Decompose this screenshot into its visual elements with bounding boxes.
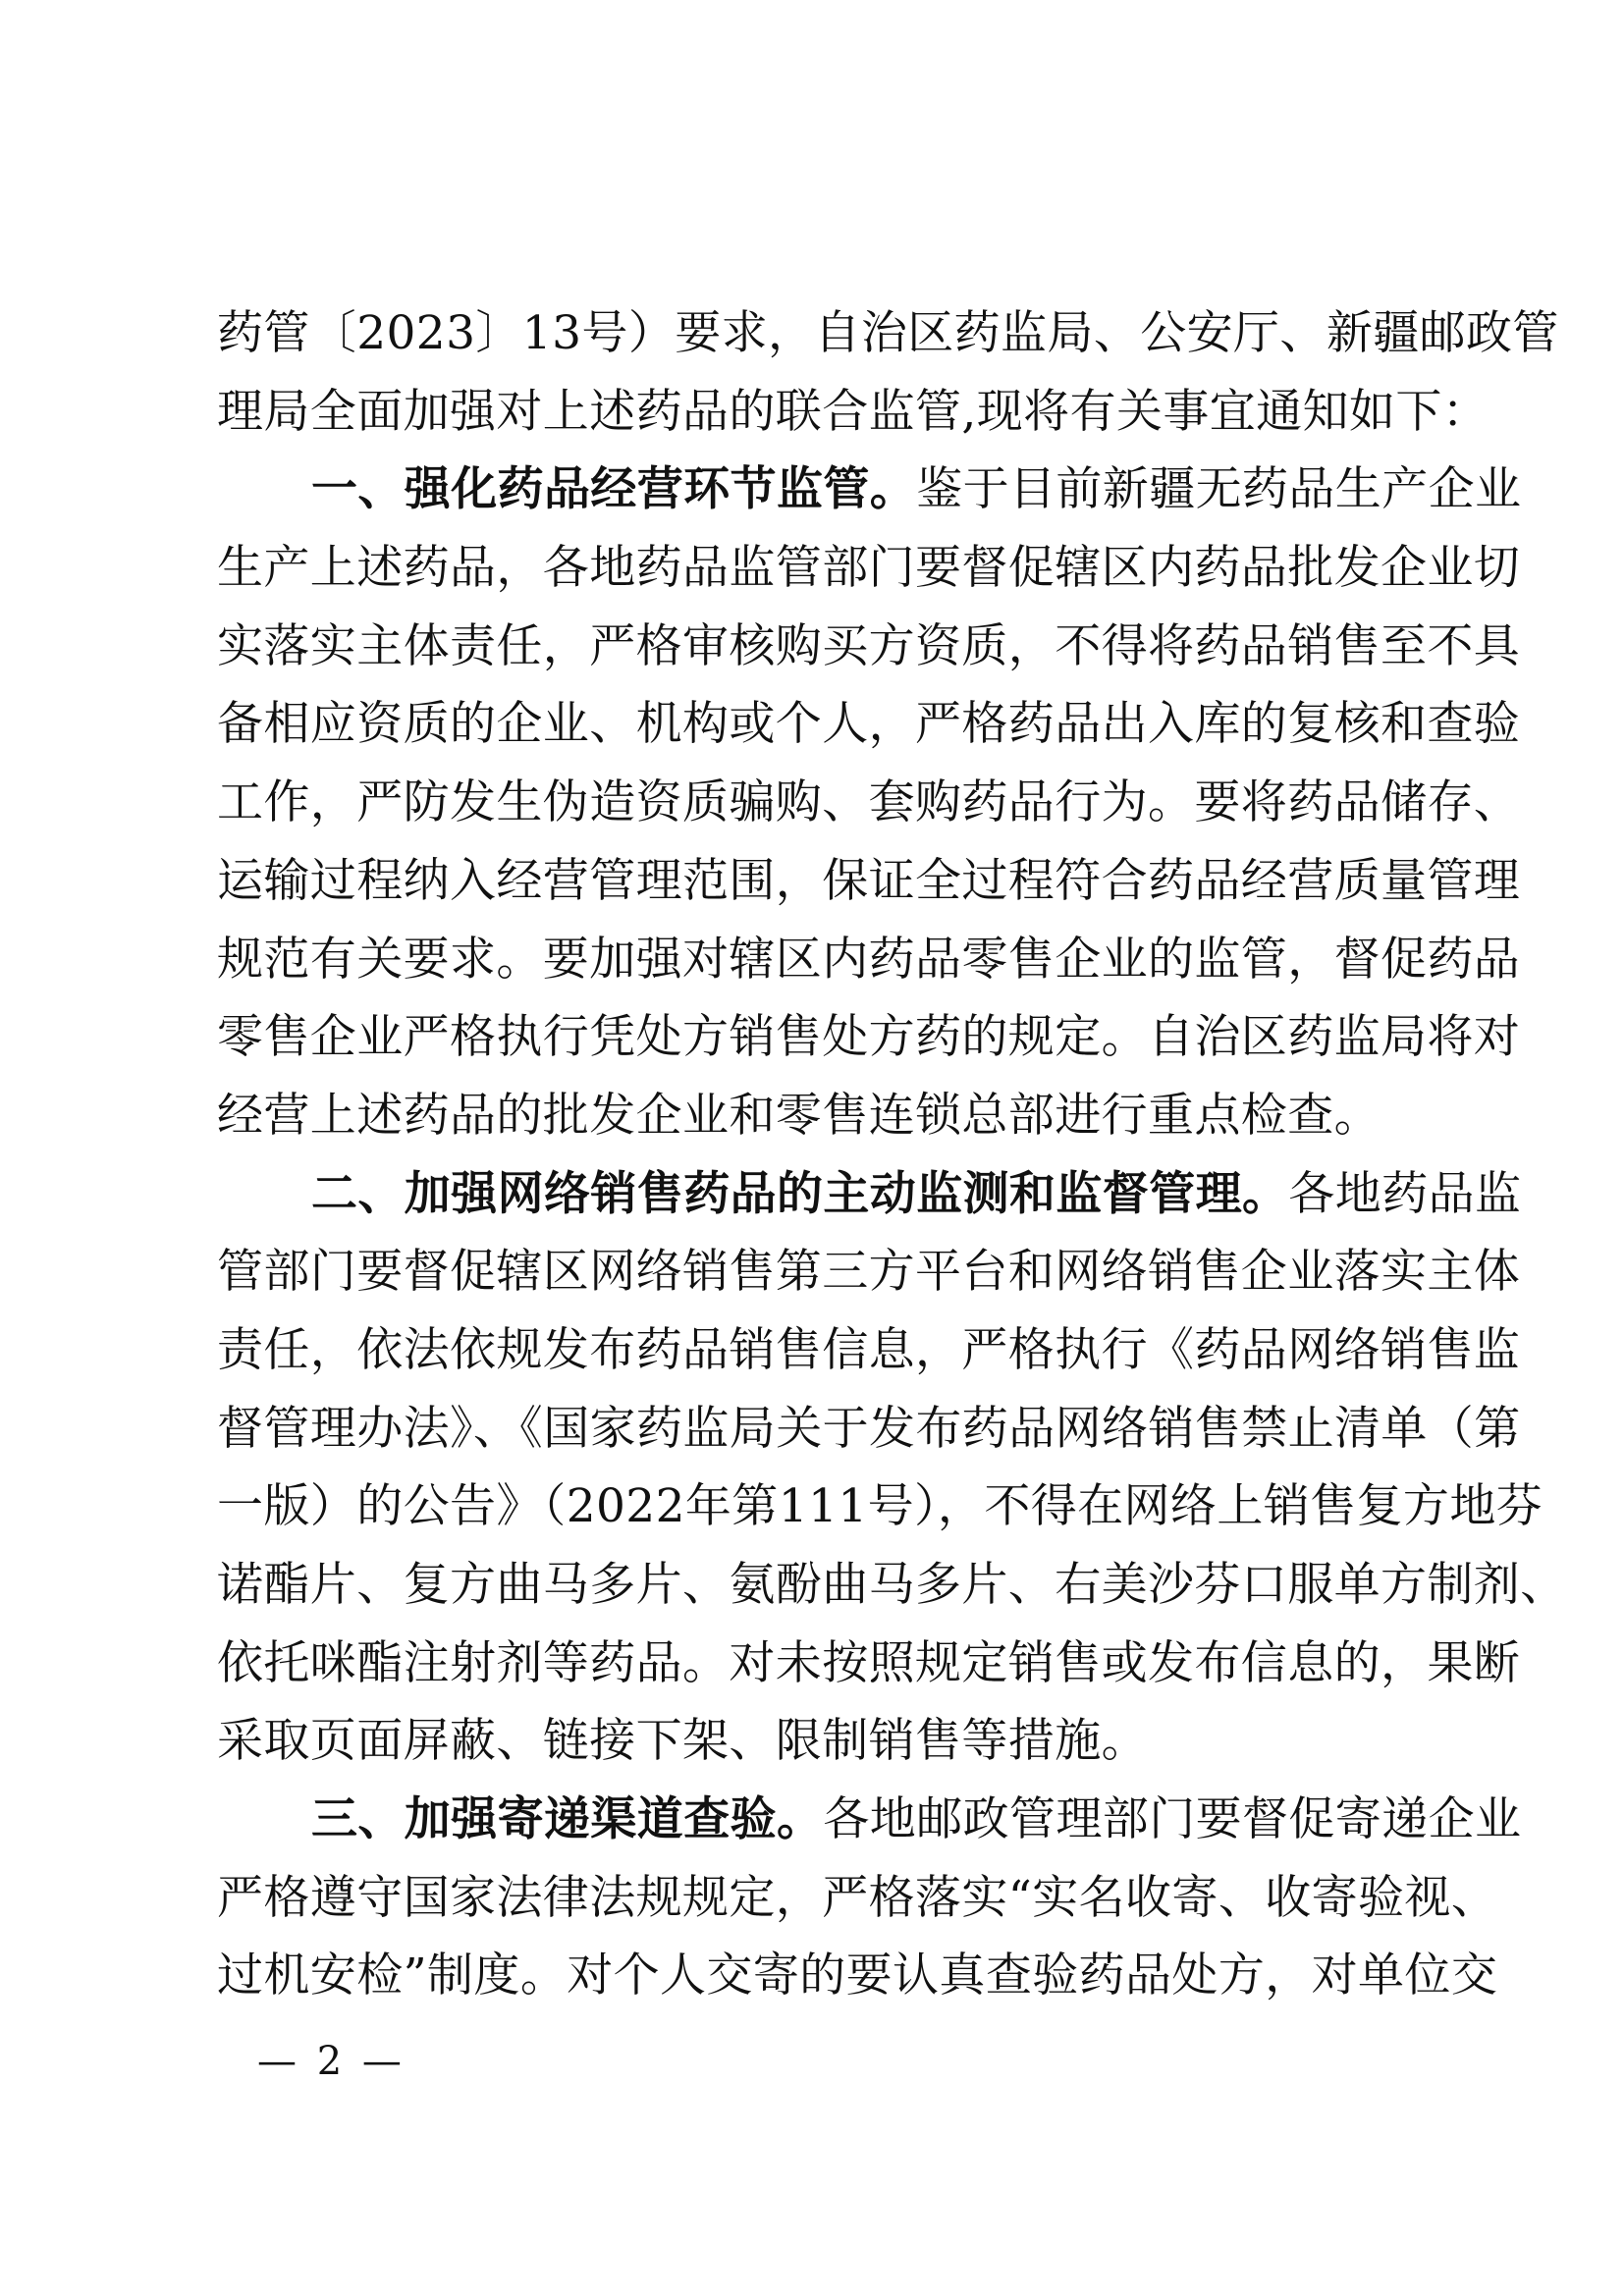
page-number: — 2 — (257, 2039, 406, 2084)
section-3-lead: 各地邮政管理部门要督促寄递企业 (823, 1792, 1522, 1847)
section-1-first-line (217, 451, 1522, 529)
body-line: 督管理办法》、《国家药监局关于发布药品网络销售禁止清单（第 (217, 1401, 1521, 1456)
section-1-heading: 一、强化药品经营环节监管。 (311, 462, 917, 517)
body-line: 责任，依法依规发布药品销售信息，严格执行《药品网络销售监 (217, 1322, 1521, 1377)
body-line: 采取页面屏蔽、链接下架、限制销售等措施。 (217, 1714, 1148, 1769)
section-3-heading: 三、加强寄递渠道查验。 (311, 1792, 824, 1847)
section-2-first-line (217, 1155, 1522, 1234)
body-line: 规范有关要求。要加强对辖区内药品零售企业的监管，督促药品 (217, 932, 1521, 987)
body-line: 一版）的公告》（2022年第111号），不得在网络上销售复方地芬 (217, 1479, 1543, 1534)
body-line: 管部门要督促辖区网络销售第三方平台和网络销售企业落实主体 (217, 1245, 1521, 1300)
body-line: 诺酯片、复方曲马多片、氨酚曲马多片、右美沙芬口服单方制剂、 (217, 1558, 1567, 1612)
body-line: 零售企业严格执行凭处方销售处方药的规定。自治区药监局将对 (217, 1010, 1521, 1065)
body-line: 生产上述药品，各地药品监管部门要督促辖区内药品批发企业切 (217, 541, 1521, 596)
body-line: 工作，严防发生伪造资质骗购、套购药品行为。要将药品储存、 (217, 775, 1521, 830)
document-body (217, 294, 1567, 2015)
body-line: 严格遵守国家法律法规规定，严格落实“实名收寄、收寄验视、 (217, 1870, 1498, 1925)
section-2-heading: 二、加强网络销售药品的主动监测和监督管理。 (311, 1166, 1289, 1221)
body-line: 过机安检”制度。对个人交寄的要认真查验药品处方，对单位交 (217, 1949, 1498, 2003)
section-2-lead: 各地药品监 (1288, 1166, 1522, 1221)
body-line: 理局全面加强对上述药品的联合监管,现将有关事宜通知如下： (217, 384, 1489, 439)
body-line: 药管〔2023〕13号）要求，自治区药监局、公安厅、新疆邮政管 (217, 306, 1559, 360)
body-line: 经营上述药品的批发企业和零售连锁总部进行重点检查。 (217, 1088, 1380, 1143)
body-line: 依托咪酯注射剂等药品。对未按照规定销售或发布信息的，果断 (217, 1635, 1521, 1690)
section-3-first-line (217, 1781, 1522, 1859)
body-line: 实落实主体责任，严格审核购买方资质，不得将药品销售至不具 (217, 618, 1521, 673)
section-1-lead: 鉴于目前新疆无药品生产企业 (916, 462, 1522, 517)
body-line: 运输过程纳入经营管理范围，保证全过程符合药品经营质量管理 (217, 853, 1521, 908)
body-line: 备相应资质的企业、机构或个人，严格药品出入库的复核和查验 (217, 697, 1521, 752)
